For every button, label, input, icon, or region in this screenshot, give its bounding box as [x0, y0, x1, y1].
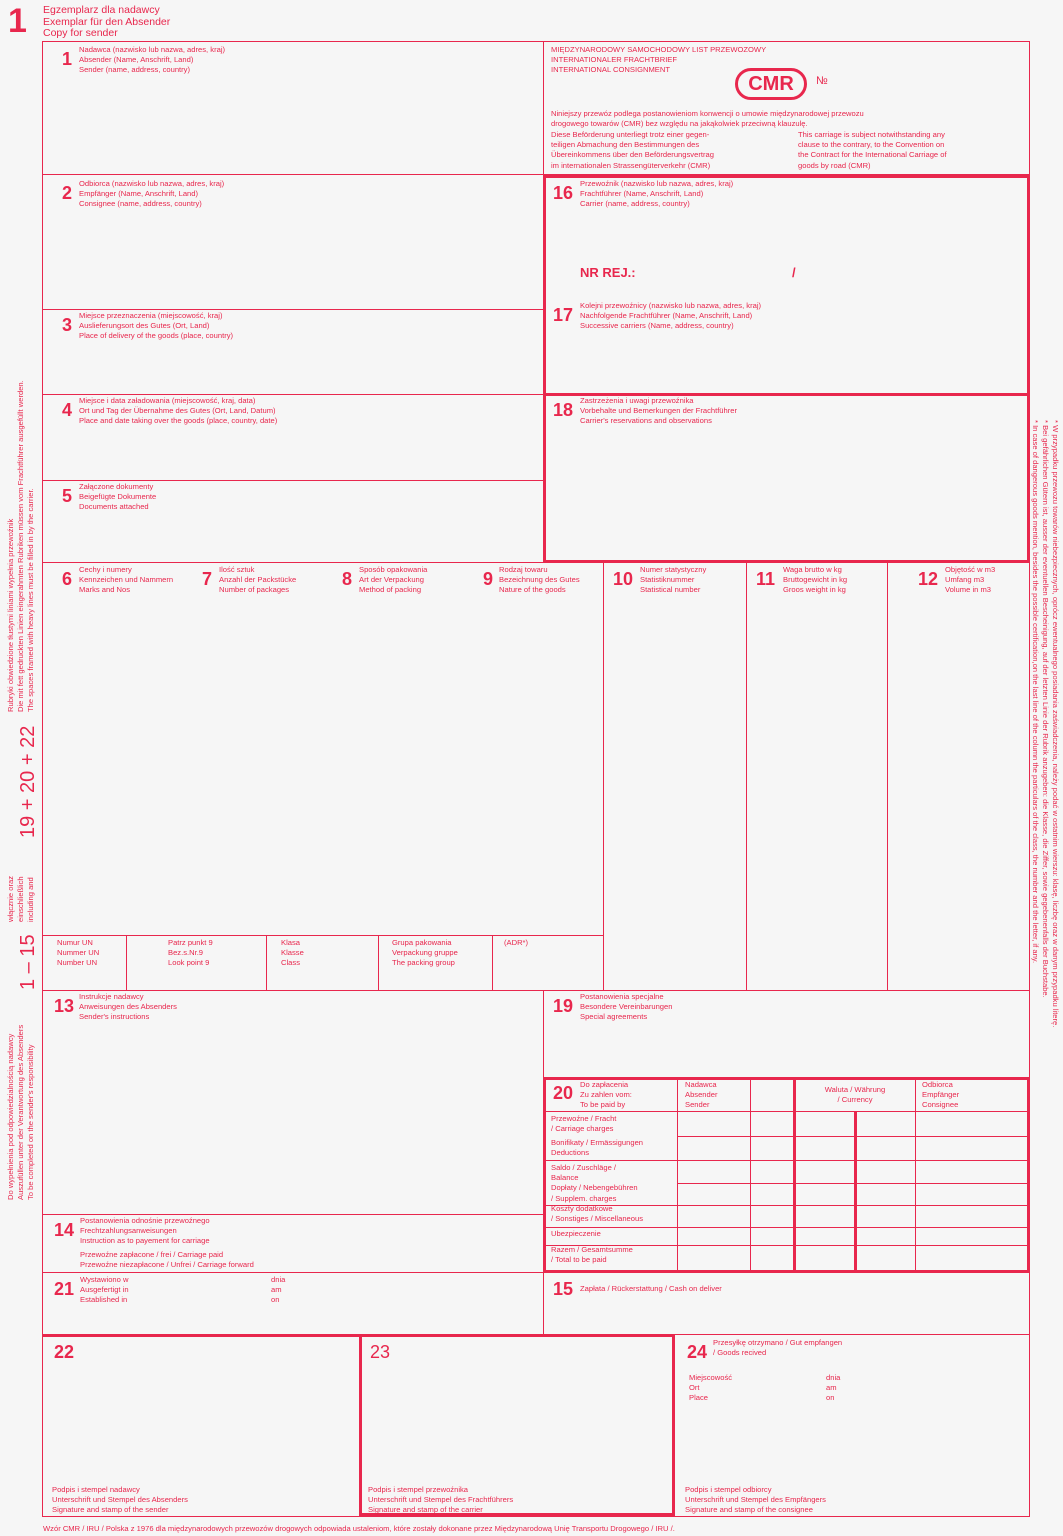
col-currency: Waluta / Währung / Currency [824, 1085, 886, 1105]
range-a: 1 – 15 [17, 934, 39, 990]
row-carriage-charges: Przewoźne / Fracht / Carriage charges [551, 1114, 617, 1134]
col-sender: Nadawca Absender Sender [685, 1080, 718, 1110]
field-24-date[interactable]: dnia am on [826, 1373, 841, 1403]
field-8-packing[interactable]: Sposób opakowania Art der Verpackung Method of packing [359, 565, 428, 595]
field-2-consignee[interactable]: Odbiorca (nazwisko lub nazwa, adres, kraj) Empfänger (Name, Anschrift, Land) Consignee (name, address, country) [79, 179, 225, 209]
field-18-reservations[interactable]: Zastrzeżenia i uwagi przewoźnika Vorbehalte und Bemerkungen der Frachtführer Carrier's reservations and observations [580, 396, 738, 426]
registration-slash: / [792, 265, 796, 280]
field-13-instructions[interactable]: Instrukcje nadawcy Anweisungen des Absenders Sender's instructions [79, 992, 177, 1022]
field-4-taking-over[interactable]: Miejsce i data załadowania (miejscowość, kraj, data) Ort und Tag der Übernahme des Gutes (Ort, Land, Datum) Place and date taking over the goods (place, country, date) [79, 396, 278, 426]
field-19-special[interactable]: Postanowienia specjalne Besondere Vereinbarungen Special agreements [580, 992, 673, 1022]
field-14-paid-options[interactable]: Przewoźne zapłacone / frei / Carriage paid Przewoźne niezapłacone / Unfrei / Carriage forward [80, 1250, 254, 1270]
field-14-payment-instructions[interactable]: Postanowienia odnośnie przewoźnego Frechtzahlungsanweisungen Instruction as to payement for carriage [80, 1216, 210, 1246]
field-13-number: 13 [54, 996, 75, 1016]
un-number[interactable]: Numur UN Nummer UN Number UN [57, 938, 100, 968]
field-5-documents[interactable]: Załączone dokumenty Beigefügte Dokumente Documents attached [79, 482, 157, 512]
field-22-sender-signature[interactable]: Podpis i stempel nadawcy Unterschrift und Stempel des Absenders Signature and stamp of the sender [52, 1485, 188, 1515]
field-15-number: 15 [553, 1279, 574, 1299]
packing-group[interactable]: Grupa pakowania Verpackung gruppe The packing group [392, 938, 458, 968]
sender-responsibility-note: Do wypełnienia pod odpowiedzialnością nadawcy Auszufüllen unter der Verantwortung des Absenders To be completed on the sender's responsibility [6, 1024, 36, 1200]
to-be-paid-by: Do zapłacenia Zu zahlen vom: To be paid by [580, 1080, 632, 1110]
field-21-established[interactable]: Wystawiono w Ausgefertigt in Established in [80, 1275, 129, 1305]
field-7-number: 7 [202, 569, 213, 589]
field-16-carrier[interactable]: Przewoźnik (nazwisko lub nazwa, adres, kraj) Frachtführer (Name, Anschrift, Land) Carrier (name, address, country) [580, 179, 734, 209]
field-10-statistical[interactable]: Numer statystyczny Statistiknummer Statistical number [640, 565, 707, 595]
look-point-9[interactable]: Patrz punkt 9 Bez.s.Nr.9 Look point 9 [168, 938, 213, 968]
field-10-number: 10 [613, 569, 634, 589]
field-24-number: 24 [687, 1342, 708, 1362]
footer-note: Wzór CMR / IRU / Polska z 1976 dla międzynarodowych przewozów drogowych odpowiada ustaleniom, które zostały dokonane przez Międzynarodową Unię Transportu Drogowego / IRU /. [43, 1524, 675, 1533]
field-12-volume[interactable]: Objętość w m3 Umfang m3 Volume in m3 [945, 565, 996, 595]
convention-note-de: Diese Beförderung unterliegt trotz einer gegen- teiligen Abmachung den Bestimmungen des Übereinkommens über den Beförderungsvertrag im internationalen Strassengüterverkehr (CMR) [551, 130, 714, 170]
field-7-packages[interactable]: Ilość sztuk Anzahl der Packstücke Number of packages [219, 565, 297, 595]
field-3-delivery-place[interactable]: Miejsce przeznaczenia (miejscowość, kraj) Auslieferungsort des Gutes (Ort, Land) Place of delivery of the goods (place, country) [79, 311, 234, 341]
field-17-successive-carriers[interactable]: Kolejni przewoźnicy (nazwisko lub nazwa, adres, kraj) Nachfolgende Frachtführer (Name, Anschrift, Land) Successive carriers (Name, address, country) [580, 301, 762, 331]
field-22-number: 22 [54, 1342, 75, 1362]
field-4-number: 4 [62, 400, 73, 420]
carrier-box [543, 175, 1030, 563]
field-18-number: 18 [553, 400, 574, 420]
field-11-number: 11 [756, 569, 776, 589]
row-insurance: Ubezpieczenie [551, 1229, 601, 1238]
including-note: włącznie oraz einschließlich including and [6, 875, 36, 922]
copy-number: 1 [8, 2, 27, 40]
field-16-number: 16 [553, 183, 574, 203]
field-14-number: 14 [54, 1220, 75, 1240]
field-19-number: 19 [553, 996, 574, 1016]
row-balance: Saldo / Zuschläge / Balance Dopłaty / Nebengebühren / Supplem. charges Koszty dodatkowe / Sonstiges / Miscellaneous [551, 1163, 644, 1224]
cmr-logo: CMR [735, 68, 807, 100]
field-17-number: 17 [553, 305, 574, 325]
field-1-sender[interactable]: Nadawca (nazwisko lub nazwa, adres, kraj) Absender (Name, Anschrift, Land) Sender (name, address, country) [79, 45, 226, 75]
field-21-date[interactable]: dnia am on [271, 1275, 286, 1305]
field-24-consignee-signature[interactable]: Podpis i stempel odbiorcy Unterschrift und Stempel des Empfängers Signature and stamp of the consignee [685, 1485, 826, 1515]
row-total: Razem / Gesamtsumme / Total to be paid [551, 1245, 633, 1265]
field-21-number: 21 [54, 1279, 75, 1299]
field-1-number: 1 [62, 49, 73, 69]
field-8-number: 8 [342, 569, 353, 589]
heavy-lines-note: Rubryki obwiedzione tłustymi liniami wypełnia przewoźnik Die mit fett gedruckten Linien eingerahmten Rubriken müssen vom Frachtführer ausgefüllt werden. The spaces framed with heavy lines must be filled in by the carrier. [6, 380, 36, 712]
class-field[interactable]: Klasa Klasse Class [281, 938, 304, 968]
field-12-number: 12 [918, 569, 939, 589]
number-sign: № [816, 75, 828, 87]
header-title: MIĘDZYNARODOWY SAMOCHODOWY LIST PRZEWOZOWY INTERNATIONALER FRACHTBRIEF INTERNATIONAL CONSIGNMENT [551, 45, 767, 75]
field-2-number: 2 [62, 183, 73, 203]
field-24-goods-received: Przesyłkę otrzymano / Gut empfangen / Goods recived [713, 1338, 843, 1358]
field-11-weight[interactable]: Waga brutto w kg Bruttogewicht in kg Groos weight in kg [783, 565, 848, 595]
field-9-number: 9 [483, 569, 494, 589]
field-6-number: 6 [62, 569, 73, 589]
field-3-number: 3 [62, 315, 73, 335]
field-9-nature[interactable]: Rodzaj towaru Bezeichnung des Gutes Nature of the goods [499, 565, 580, 595]
field-23-number: 23 [370, 1342, 391, 1362]
col-consignee: Odbiorca Empfänger Consignee [922, 1080, 960, 1110]
copy-label: Egzemplarz dla nadawcy Exemplar für den Absender Copy for sender [43, 4, 171, 39]
field-6-marks[interactable]: Cechy i numery Kennzeichen und Nammern Marks and Nos [79, 565, 174, 595]
convention-note-pl: Niniejszy przewóz podlega postanowieniom konwencji o umowie międzynarodowej przewozu drogowego towarów (CMR) bez względu na jakąkolwiek przeciwną klauzulę. [551, 109, 864, 129]
field-5-number: 5 [62, 486, 73, 506]
field-23-carrier-signature[interactable]: Podpis i stempel przewoźnika Unterschrift und Stempel des Frachtführers Signature and stamp of the carrier [368, 1485, 514, 1515]
registration-number-label: NR REJ.: [580, 265, 636, 280]
adr-field[interactable]: (ADR*) [504, 938, 529, 947]
field-24-place[interactable]: Miejscowość Ort Place [689, 1373, 733, 1403]
field-15-cod[interactable]: Zapłata / Rückerstattung / Cash on deliver [580, 1284, 722, 1293]
range-b: 19 + 20 + 22 [17, 725, 39, 838]
dangerous-goods-note: * W przypadku przewozu towarów niebezpiecznych, oprócz ewentualnego posiadania zaświadczenia, należy podać w ostatnim wierszu: klasę, liczbę oraz w danym przypadku literę. * Bei gefährlichen Gütern ist, ausser der eventuellen Bescheinigung, auf der letzten Linie der Rubrik anzugeben: die Klasse, die Ziffer, sowie gegebenenfalls der Buchstabe. * In case of dangerous goods mention, besides the possible certification,on the last line of the column the particulars of the class, the number and the letter, if any. [1030, 420, 1060, 1028]
row-deductions: Bonifikaty / Ermässigungen Deductions [551, 1138, 644, 1158]
convention-note-en: This carriage is subject notwithstanding any clause to the contrary, to the Convention on the Contract for the International Carriage of goods by road (CMR) [798, 130, 947, 170]
field-20-number: 20 [553, 1083, 574, 1103]
